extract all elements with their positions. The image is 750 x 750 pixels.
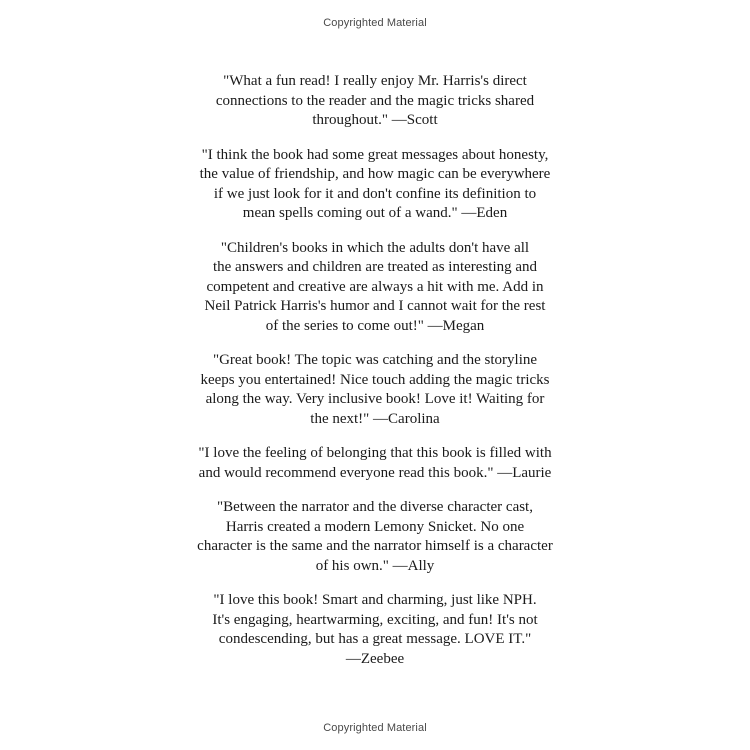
quote-line: "I love the feeling of belonging that this book is filled with xyxy=(198,445,552,461)
review-quote-eden xyxy=(190,146,560,224)
quote-line: "I love this book! Smart and charming, just like NPH. xyxy=(213,592,537,608)
quote-line: of his own." —Ally xyxy=(315,557,435,574)
review-quote-zeebee xyxy=(190,591,560,669)
quote-line: "Great book! The topic was catching and the storyline xyxy=(212,352,538,368)
quote-line: the next!" —Carolina xyxy=(310,410,440,427)
quote-line: "What a fun read! I really enjoy Mr. Harris's direct xyxy=(223,73,527,89)
quote-line: Neil Patrick Harris's humor and I cannot wait for the rest xyxy=(204,298,546,314)
review-quotes xyxy=(190,72,560,684)
review-quote-laurie xyxy=(190,444,560,483)
quote-line: It's engaging, heartwarming, exciting, and fun! It's not xyxy=(212,611,538,628)
copyright-watermark-top: Copyrighted Material xyxy=(323,17,427,29)
quote-line: —Zeebee xyxy=(345,650,405,667)
quote-line: character is the same and the narrator himself is a character xyxy=(197,538,553,554)
quote-line: mean spells coming out of a wand." —Eden xyxy=(242,205,508,221)
quote-line: competent and creative are always a hit with me. Add in xyxy=(206,278,544,295)
quote-line: the value of friendship, and how magic can be everywhere xyxy=(199,166,551,182)
quote-line: if we just look for it and don't confine its definition to xyxy=(213,185,537,202)
quote-line: "Between the narrator and the diverse character cast, xyxy=(217,499,533,515)
review-quote-scott xyxy=(190,72,560,131)
review-quote-ally xyxy=(190,498,560,576)
quote-line: "Children's books in which the adults don't have all xyxy=(220,239,530,256)
quote-line: throughout." —Scott xyxy=(312,112,438,128)
review-quote-carolina xyxy=(190,351,560,429)
quote-line: Harris created a modern Lemony Snicket. No one xyxy=(225,518,525,535)
review-quote-megan xyxy=(190,239,560,337)
quote-line: of the series to come out!" —Megan xyxy=(265,317,485,334)
quote-line: connections to the reader and the magic tricks shared xyxy=(215,92,535,109)
quote-line: and would recommend everyone read this book." —Laurie xyxy=(198,464,552,481)
quote-line: along the way. Very inclusive book! Love it! Waiting for xyxy=(205,391,545,407)
quote-line: "I think the book had some great messages about honesty, xyxy=(201,146,549,163)
quote-line: the answers and children are treated as interesting and xyxy=(212,259,538,275)
quote-line: keeps you entertained! Nice touch adding the magic tricks xyxy=(200,371,550,388)
copyright-watermark-bottom: Copyrighted Material xyxy=(323,722,427,734)
quote-line: condescending, but has a great message. LOVE IT." xyxy=(218,631,532,647)
